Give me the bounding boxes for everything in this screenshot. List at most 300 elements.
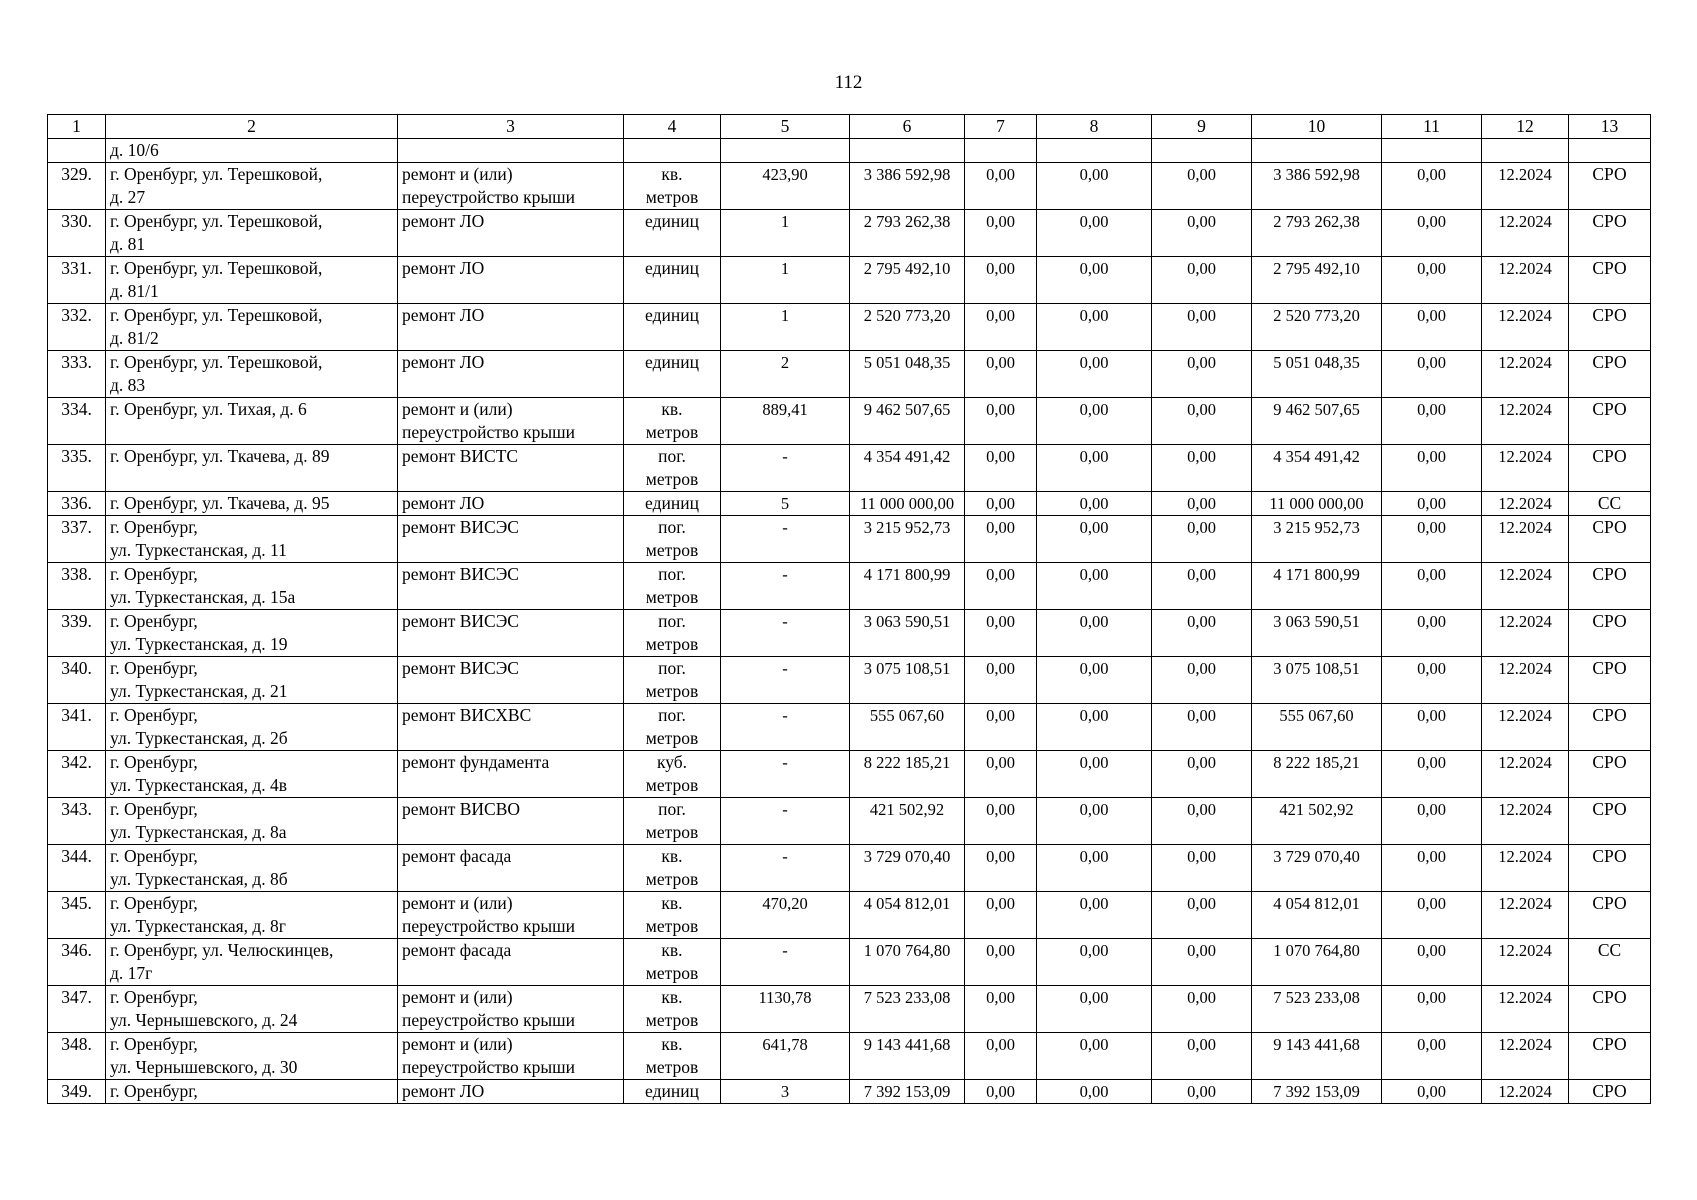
cell-date: 12.2024 [1482, 398, 1569, 445]
cell-address [106, 257, 398, 304]
cell-date: 12.2024 [1482, 1033, 1569, 1080]
cell-c11: 0,00 [1382, 610, 1482, 657]
cell-unit-line: метров [645, 187, 699, 207]
cell-address [106, 492, 398, 516]
cell-work [398, 516, 624, 563]
cell-work-line: ремонт и (или) [402, 893, 513, 913]
cell-c11: 0,00 [1382, 704, 1482, 751]
cell-c7: 0,00 [965, 610, 1037, 657]
cell-total: 4 171 800,99 [850, 563, 965, 610]
cell-address-line: г. Оренбург, [110, 1081, 198, 1101]
table-row [48, 210, 1651, 257]
cell-date: 12.2024 [1482, 351, 1569, 398]
cell-unit-line: метров [645, 422, 699, 442]
cell-num: 336. [48, 492, 106, 516]
cell-c10: 3 075 108,51 [1252, 657, 1382, 704]
cell-unit-line: пог. [658, 446, 686, 466]
cell-c9: 0,00 [1152, 986, 1252, 1033]
cell-work-line: ремонт ЛО [402, 211, 485, 231]
cell-total: 3 386 592,98 [850, 163, 965, 210]
cell-unit [624, 139, 721, 163]
cell-c9: 0,00 [1152, 1080, 1252, 1104]
cell-c11: 0,00 [1382, 845, 1482, 892]
cell-c8: 0,00 [1037, 704, 1152, 751]
cell-work-line: ремонт ВИСВО [402, 799, 521, 819]
column-header: 9 [1152, 115, 1252, 139]
table-row [48, 563, 1651, 610]
cell-c10: 7 392 153,09 [1252, 1080, 1382, 1104]
cell-source: СРО [1569, 398, 1651, 445]
cell-address-line: г. Оренбург, ул. Ткачева, д. 95 [110, 493, 330, 513]
cell-c9: 0,00 [1152, 704, 1252, 751]
cell-date: 12.2024 [1482, 610, 1569, 657]
cell-source: СРО [1569, 798, 1651, 845]
cell-total: 4 354 491,42 [850, 445, 965, 492]
cell-address [106, 398, 398, 445]
cell-work-line: переустройство крыши [402, 187, 575, 207]
cell-address-line: д. 83 [110, 375, 146, 395]
cell-address-line: г. Оренбург, [110, 658, 198, 678]
cell-unit-line: метров [645, 869, 699, 889]
cell-c8: 0,00 [1037, 163, 1152, 210]
cell-address-line: г. Оренбург, [110, 611, 198, 631]
cell-address [106, 939, 398, 986]
cell-work [398, 163, 624, 210]
cell-c7: 0,00 [965, 1080, 1037, 1104]
cell-unit [624, 398, 721, 445]
cell-date: 12.2024 [1482, 751, 1569, 798]
cell-unit-line: метров [645, 775, 699, 795]
cell-unit-line: пог. [658, 705, 686, 725]
cell-date: 12.2024 [1482, 892, 1569, 939]
cell-work [398, 704, 624, 751]
cell-address-line: г. Оренбург, [110, 705, 198, 725]
cell-date: 12.2024 [1482, 986, 1569, 1033]
cell-work-line: ремонт ЛО [402, 305, 485, 325]
cell-address-line: д. 81 [110, 234, 146, 254]
cell-address [106, 1080, 398, 1104]
cell-address [106, 798, 398, 845]
cell-unit-line: кв. [661, 846, 683, 866]
table-row [48, 1033, 1651, 1080]
cell-c8: 0,00 [1037, 798, 1152, 845]
cell-c11: 0,00 [1382, 210, 1482, 257]
cell-unit-line: единиц [645, 258, 699, 278]
cell-date: 12.2024 [1482, 163, 1569, 210]
cell-c11: 0,00 [1382, 892, 1482, 939]
cell-address-line: г. Оренбург, [110, 1034, 198, 1054]
column-header: 3 [398, 115, 624, 139]
cell-address-line: г. Оренбург, ул. Челюскинцев, [110, 940, 334, 960]
table-row [48, 351, 1651, 398]
cell-num [48, 139, 106, 163]
cell-c10: 3 063 590,51 [1252, 610, 1382, 657]
column-header: 1 [48, 115, 106, 139]
cell-c10: 9 143 441,68 [1252, 1033, 1382, 1080]
cell-work [398, 751, 624, 798]
cell-address-line: г. Оренбург, [110, 893, 198, 913]
address-line: д. 10/6 [110, 140, 159, 160]
cell-address-line: ул. Туркестанская, д. 4в [110, 775, 288, 795]
cell-unit-line: пог. [658, 799, 686, 819]
column-header: 4 [624, 115, 721, 139]
cell-unit [624, 657, 721, 704]
cell-c8: 0,00 [1037, 610, 1152, 657]
cell-c9 [1152, 139, 1252, 163]
cell-c7: 0,00 [965, 304, 1037, 351]
cell-c8: 0,00 [1037, 751, 1152, 798]
cell-unit-line: метров [645, 916, 699, 936]
cell-work-line: ремонт ВИСЭС [402, 611, 519, 631]
cell-c10: 4 171 800,99 [1252, 563, 1382, 610]
cell-c9: 0,00 [1152, 163, 1252, 210]
cell-source: СРО [1569, 210, 1651, 257]
cell-c7: 0,00 [965, 892, 1037, 939]
table-row [48, 751, 1651, 798]
table-row [48, 492, 1651, 516]
cell-c9: 0,00 [1152, 492, 1252, 516]
cell-source: СРО [1569, 610, 1651, 657]
cell-qty: 470,20 [721, 892, 850, 939]
cell-c10: 2 520 773,20 [1252, 304, 1382, 351]
cell-source: СРО [1569, 563, 1651, 610]
cell-date: 12.2024 [1482, 1080, 1569, 1104]
table-row [48, 845, 1651, 892]
cell-qty: 3 [721, 1080, 850, 1104]
cell-address-line: г. Оренбург, ул. Терешковой, [110, 164, 323, 184]
cell-date: 12.2024 [1482, 304, 1569, 351]
cell-c10: 2 793 262,38 [1252, 210, 1382, 257]
cell-c7: 0,00 [965, 939, 1037, 986]
cell-address [106, 704, 398, 751]
cell-total: 9 462 507,65 [850, 398, 965, 445]
cell-c8: 0,00 [1037, 939, 1152, 986]
cell-work-line: ремонт и (или) [402, 987, 513, 1007]
cell-address [106, 892, 398, 939]
cell-c7 [965, 139, 1037, 163]
cell-work [398, 351, 624, 398]
cell-address-line: д. 81/2 [110, 328, 159, 348]
cell-address [106, 351, 398, 398]
cell-qty [721, 139, 850, 163]
cell-work [398, 139, 624, 163]
cell-c11: 0,00 [1382, 492, 1482, 516]
cell-work-line: ремонт ЛО [402, 493, 485, 513]
cell-num: 346. [48, 939, 106, 986]
cell-unit-line: метров [645, 963, 699, 983]
cell-unit-line: единиц [645, 305, 699, 325]
cell-qty: 641,78 [721, 1033, 850, 1080]
cell-date: 12.2024 [1482, 257, 1569, 304]
cell-c9: 0,00 [1152, 845, 1252, 892]
cell-unit [624, 1033, 721, 1080]
cell-total: 11 000 000,00 [850, 492, 965, 516]
cell-num: 337. [48, 516, 106, 563]
cell-unit-line: единиц [645, 493, 699, 513]
cell-c7: 0,00 [965, 398, 1037, 445]
cell-date: 12.2024 [1482, 845, 1569, 892]
cell-address-line: г. Оренбург, ул. Терешковой, [110, 211, 323, 231]
cell-c10: 9 462 507,65 [1252, 398, 1382, 445]
cell-address-line: г. Оренбург, [110, 846, 198, 866]
cell-address-line: г. Оренбург, [110, 564, 198, 584]
cell-address-line: ул. Туркестанская, д. 19 [110, 634, 288, 654]
cell-address [106, 139, 398, 163]
cell-c10: 421 502,92 [1252, 798, 1382, 845]
cell-address-line: д. 81/1 [110, 281, 159, 301]
cell-c9: 0,00 [1152, 210, 1252, 257]
cell-source: СРО [1569, 892, 1651, 939]
cell-date [1482, 139, 1569, 163]
cell-c9: 0,00 [1152, 657, 1252, 704]
cell-c8: 0,00 [1037, 492, 1152, 516]
cell-address-line: ул. Туркестанская, д. 8а [110, 822, 287, 842]
cell-address [106, 163, 398, 210]
cell-work-line: переустройство крыши [402, 422, 575, 442]
cell-unit-line: кв. [661, 399, 683, 419]
cell-c9: 0,00 [1152, 304, 1252, 351]
table-row [48, 516, 1651, 563]
cell-work [398, 657, 624, 704]
cell-c10: 3 386 592,98 [1252, 163, 1382, 210]
cell-num: 338. [48, 563, 106, 610]
cell-address-line: ул. Чернышевского, д. 30 [110, 1057, 298, 1077]
cell-date: 12.2024 [1482, 445, 1569, 492]
cell-c10: 8 222 185,21 [1252, 751, 1382, 798]
cell-work-line: ремонт фасада [402, 940, 512, 960]
cell-c10: 4 354 491,42 [1252, 445, 1382, 492]
cell-source: СРО [1569, 257, 1651, 304]
cell-c7: 0,00 [965, 986, 1037, 1033]
cell-c11: 0,00 [1382, 798, 1482, 845]
cell-unit [624, 257, 721, 304]
cell-address-line: г. Оренбург, [110, 799, 198, 819]
table-row [48, 939, 1651, 986]
cell-unit-line: метров [645, 587, 699, 607]
continuation-row [48, 139, 1651, 163]
cell-unit [624, 163, 721, 210]
cell-work [398, 563, 624, 610]
cell-c11: 0,00 [1382, 304, 1482, 351]
cell-unit [624, 563, 721, 610]
cell-c11: 0,00 [1382, 563, 1482, 610]
cell-unit-line: единиц [645, 352, 699, 372]
table-row [48, 610, 1651, 657]
cell-c7: 0,00 [965, 798, 1037, 845]
cell-unit-line: кв. [661, 940, 683, 960]
cell-unit-line: пог. [658, 517, 686, 537]
cell-c8: 0,00 [1037, 1080, 1152, 1104]
cell-c8: 0,00 [1037, 445, 1152, 492]
cell-work-line: ремонт и (или) [402, 164, 513, 184]
cell-qty: - [721, 516, 850, 563]
cell-c10: 4 054 812,01 [1252, 892, 1382, 939]
cell-c11: 0,00 [1382, 516, 1482, 563]
cell-c9: 0,00 [1152, 939, 1252, 986]
cell-date: 12.2024 [1482, 516, 1569, 563]
cell-num: 329. [48, 163, 106, 210]
cell-address-line: ул. Туркестанская, д. 8г [110, 916, 286, 936]
cell-total: 2 795 492,10 [850, 257, 965, 304]
cell-work-line: переустройство крыши [402, 1057, 575, 1077]
cell-num: 344. [48, 845, 106, 892]
cell-work-line: ремонт ВИСТС [402, 446, 519, 466]
cell-c11: 0,00 [1382, 986, 1482, 1033]
cell-c8: 0,00 [1037, 892, 1152, 939]
cell-work-line: переустройство крыши [402, 1010, 575, 1030]
cell-c8: 0,00 [1037, 1033, 1152, 1080]
cell-c11: 0,00 [1382, 1080, 1482, 1104]
column-header: 10 [1252, 115, 1382, 139]
cell-c11: 0,00 [1382, 257, 1482, 304]
column-header: 12 [1482, 115, 1569, 139]
column-header: 2 [106, 115, 398, 139]
cell-unit-line: единиц [645, 211, 699, 231]
cell-unit-line: метров [645, 540, 699, 560]
cell-total: 7 523 233,08 [850, 986, 965, 1033]
cell-date: 12.2024 [1482, 939, 1569, 986]
cell-qty: 2 [721, 351, 850, 398]
cell-source: СРО [1569, 445, 1651, 492]
cell-num: 343. [48, 798, 106, 845]
table-row [48, 304, 1651, 351]
cell-num: 330. [48, 210, 106, 257]
cell-address-line: ул. Туркестанская, д. 2б [110, 728, 288, 748]
cell-address [106, 657, 398, 704]
cell-num: 347. [48, 986, 106, 1033]
cell-source: СРО [1569, 1033, 1651, 1080]
table-row [48, 798, 1651, 845]
cell-date: 12.2024 [1482, 492, 1569, 516]
cell-total: 3 729 070,40 [850, 845, 965, 892]
cell-total: 4 054 812,01 [850, 892, 965, 939]
cell-qty: - [721, 610, 850, 657]
cell-c10: 11 000 000,00 [1252, 492, 1382, 516]
cell-unit-line: кв. [661, 1034, 683, 1054]
cell-c7: 0,00 [965, 657, 1037, 704]
column-header: 8 [1037, 115, 1152, 139]
cell-c8 [1037, 139, 1152, 163]
cell-c7: 0,00 [965, 563, 1037, 610]
cell-address [106, 845, 398, 892]
cell-c7: 0,00 [965, 704, 1037, 751]
cell-unit-line: метров [645, 822, 699, 842]
cell-qty: 889,41 [721, 398, 850, 445]
cell-c7: 0,00 [965, 751, 1037, 798]
cell-c8: 0,00 [1037, 398, 1152, 445]
cell-unit [624, 986, 721, 1033]
cell-c11: 0,00 [1382, 445, 1482, 492]
cell-unit-line: кв. [661, 987, 683, 1007]
cell-c9: 0,00 [1152, 398, 1252, 445]
cell-qty: - [721, 445, 850, 492]
table-body [48, 115, 1651, 1104]
cell-c7: 0,00 [965, 257, 1037, 304]
cell-unit-line: кв. [661, 893, 683, 913]
cell-num: 349. [48, 1080, 106, 1104]
cell-c9: 0,00 [1152, 798, 1252, 845]
cell-address [106, 563, 398, 610]
cell-total: 9 143 441,68 [850, 1033, 965, 1080]
cell-unit [624, 210, 721, 257]
cell-c9: 0,00 [1152, 892, 1252, 939]
column-header: 5 [721, 115, 850, 139]
cell-total: 7 392 153,09 [850, 1080, 965, 1104]
cell-address [106, 445, 398, 492]
cell-c8: 0,00 [1037, 563, 1152, 610]
cell-unit-line: пог. [658, 564, 686, 584]
cell-total: 3 215 952,73 [850, 516, 965, 563]
cell-qty: - [721, 939, 850, 986]
cell-source: СРО [1569, 163, 1651, 210]
column-header: 11 [1382, 115, 1482, 139]
cell-work [398, 892, 624, 939]
cell-unit [624, 704, 721, 751]
cell-date: 12.2024 [1482, 210, 1569, 257]
cell-num: 339. [48, 610, 106, 657]
cell-c11: 0,00 [1382, 939, 1482, 986]
cell-unit-line: метров [645, 1057, 699, 1077]
cell-num: 341. [48, 704, 106, 751]
table-row [48, 704, 1651, 751]
table-row [48, 657, 1651, 704]
cell-unit-line: куб. [656, 752, 688, 772]
cell-work [398, 845, 624, 892]
cell-work-line: переустройство крыши [402, 916, 575, 936]
cell-unit [624, 845, 721, 892]
cell-address-line: г. Оренбург, [110, 752, 198, 772]
cell-address-line: д. 17г [110, 963, 153, 983]
cell-qty: 1130,78 [721, 986, 850, 1033]
cell-qty: - [721, 751, 850, 798]
cell-unit-line: метров [645, 1010, 699, 1030]
cell-address-line: г. Оренбург, ул. Тихая, д. 6 [110, 399, 307, 419]
cell-source: СРО [1569, 704, 1651, 751]
table-row [48, 257, 1651, 304]
cell-c9: 0,00 [1152, 445, 1252, 492]
cell-work [398, 1080, 624, 1104]
cell-total: 2 520 773,20 [850, 304, 965, 351]
cell-unit-line: кв. [661, 164, 683, 184]
cell-qty: 1 [721, 257, 850, 304]
cell-work-line: ремонт ВИСЭС [402, 658, 519, 678]
cell-c11: 0,00 [1382, 398, 1482, 445]
table-row [48, 445, 1651, 492]
cell-address-line: г. Оренбург, [110, 987, 198, 1007]
cell-c9: 0,00 [1152, 610, 1252, 657]
cell-num: 342. [48, 751, 106, 798]
cell-work-line: ремонт фасада [402, 846, 512, 866]
cell-num: 348. [48, 1033, 106, 1080]
cell-c10 [1252, 139, 1382, 163]
cell-c10: 5 051 048,35 [1252, 351, 1382, 398]
column-header: 7 [965, 115, 1037, 139]
column-header: 13 [1569, 115, 1651, 139]
cell-source: СРО [1569, 304, 1651, 351]
cell-c7: 0,00 [965, 492, 1037, 516]
cell-unit-line: метров [645, 469, 699, 489]
capital-repair-table [47, 114, 1651, 1104]
cell-source: СРО [1569, 845, 1651, 892]
cell-total: 2 793 262,38 [850, 210, 965, 257]
cell-c11 [1382, 139, 1482, 163]
cell-c8: 0,00 [1037, 986, 1152, 1033]
cell-address-line: ул. Туркестанская, д. 11 [110, 540, 287, 560]
cell-date: 12.2024 [1482, 657, 1569, 704]
cell-c7: 0,00 [965, 163, 1037, 210]
cell-c10: 3 729 070,40 [1252, 845, 1382, 892]
cell-source: СРО [1569, 986, 1651, 1033]
